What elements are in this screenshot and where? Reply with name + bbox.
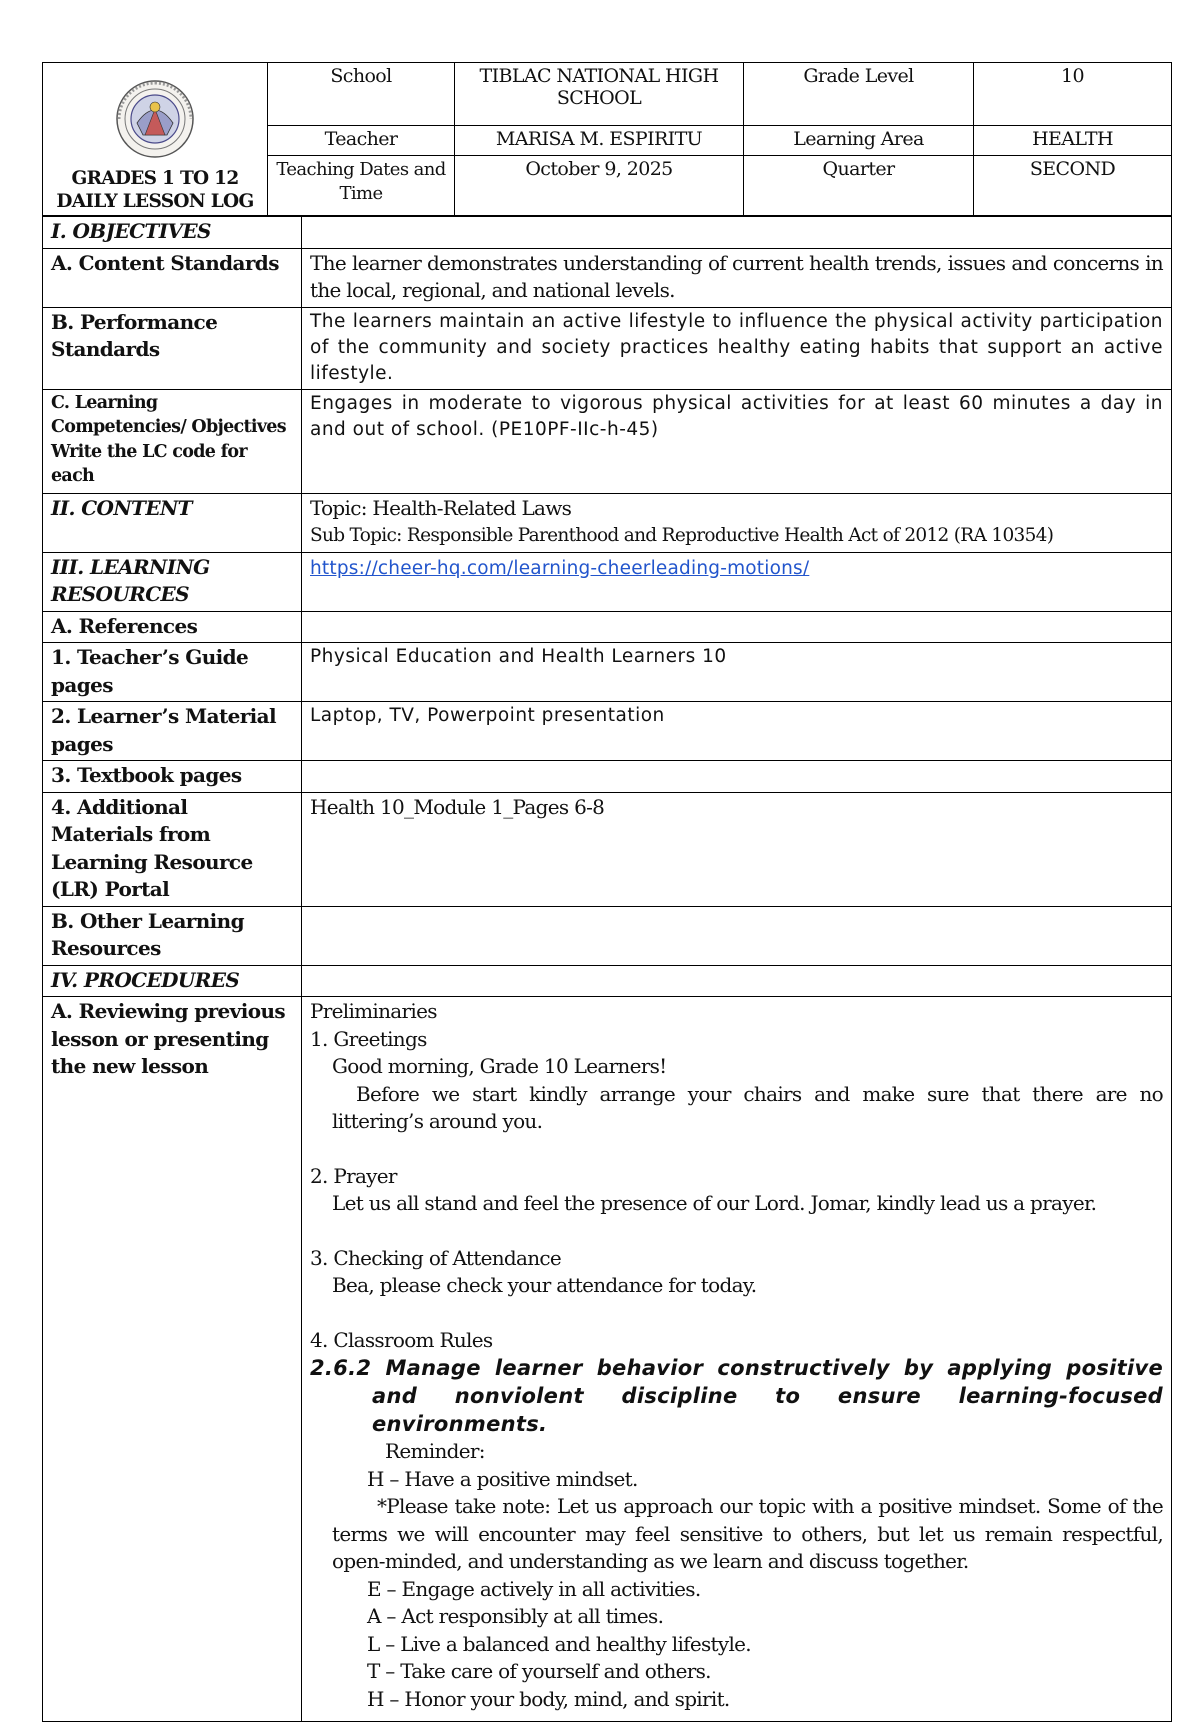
learning-competencies-value: Engages in moderate to vigorous physical activities for at least 60 minutes a day in and out of school. (PE10PF-IIc-h-45) <box>302 389 1172 493</box>
teacher-value: MARISA M. ESPIRITU <box>455 126 744 156</box>
content-value <box>302 493 1172 552</box>
content-standards-label: A. Content Standards <box>43 248 302 307</box>
teaching-dates-value: October 9, 2025 <box>455 156 744 216</box>
other-resources-value <box>302 906 1172 965</box>
learners-material-value: Laptop, TV, Powerpoint presentation <box>302 702 1172 761</box>
positive-mindset-note: *Please take note: Let us approach our topic with a positive mindset. Some of the terms we will encounter may feel sensitive to others, but let us remain respectful, open-minded, and understanding as we learn and discuss together. <box>332 1494 1163 1573</box>
attendance-line: Bea, please check your attendance for today. <box>332 1273 757 1297</box>
prayer-heading: 2. Prayer <box>310 1163 397 1188</box>
preliminaries-text: Preliminaries <box>310 999 437 1023</box>
heal-rule-a: A – Act responsibly at all times. <box>367 1604 664 1628</box>
learning-resources-value <box>302 552 1172 611</box>
objectives-heading-value <box>302 217 1172 249</box>
teachers-guide-value: Physical Education and Health Learners 10 <box>302 643 1172 702</box>
greetings-heading: 1. Greetings <box>310 1026 427 1051</box>
learning-area-label: Learning Area <box>744 126 974 156</box>
ppst-indicator-text: 2.6.2 Manage learner behavior constructively by applying positive and nonviolent discipline to ensure learning-focused environments. <box>310 1356 1163 1436</box>
learning-resources-heading: III. LEARNING RESOURCES <box>43 552 302 611</box>
grade-level-label: Grade Level <box>744 63 974 126</box>
subtopic-text: Sub Topic: Responsible Parenthood and Reproductive Health Act of 2012 (RA 10354) <box>310 525 1054 546</box>
additional-materials-value: Health 10_Module 1_Pages 6-8 <box>302 792 1172 906</box>
content-heading: II. CONTENT <box>43 493 302 552</box>
heal-rule-t: T – Take care of yourself and others. <box>367 1659 711 1683</box>
reviewing-lesson-label: A. Reviewing previous lesson or presenting the new lesson <box>43 997 302 1722</box>
teachers-guide-label: 1. Teacher’s Guide pages <box>43 643 302 702</box>
heal-rule-l: L – Live a balanced and healthy lifestyle. <box>367 1631 751 1656</box>
classroom-rules-heading: 4. Classroom Rules <box>310 1327 493 1352</box>
learners-material-label: 2. Learner’s Material pages <box>43 702 302 761</box>
dll-title: GRADES 1 TO 12 DAILY LESSON LOG <box>56 168 254 212</box>
teacher-label: Teacher <box>268 126 455 156</box>
school-value: TIBLAC NATIONAL HIGH SCHOOL <box>455 63 744 126</box>
topic-text: Topic: Health-Related Laws <box>310 495 572 520</box>
resource-link[interactable]: https://cheer-hq.com/learning-cheerleading-motions/ <box>310 557 810 579</box>
additional-materials-label: 4. Additional Materials from Learning Resource (LR) Portal <box>43 792 302 906</box>
other-resources-label: B. Other Learning Resources <box>43 906 302 965</box>
header-table <box>42 62 1172 216</box>
greeting-line: Good morning, Grade 10 Learners! <box>332 1054 667 1078</box>
reviewing-lesson-value <box>302 997 1172 1722</box>
grade-level-value: 10 <box>974 63 1172 126</box>
heal-rule-e: E – Engage actively in all activities. <box>367 1576 701 1601</box>
logo-title-cell <box>43 63 268 216</box>
performance-standards-label: B. Performance Standards <box>43 307 302 389</box>
references-label: A. References <box>43 611 302 643</box>
heal-rule-h2: H – Honor your body, mind, and spirit. <box>367 1686 730 1711</box>
textbook-pages-label: 3. Textbook pages <box>43 761 302 793</box>
deped-seal-icon <box>115 79 195 159</box>
objectives-heading: I. OBJECTIVES <box>43 217 302 249</box>
procedures-heading: IV. PROCEDURES <box>43 965 302 997</box>
attendance-heading: 3. Checking of Attendance <box>310 1245 562 1270</box>
lesson-log-table <box>42 216 1172 1722</box>
learning-area-value: HEALTH <box>974 126 1172 156</box>
performance-standards-value: The learners maintain an active lifestyle to influence the physical activity participation of the community and society practices healthy eating habits that support an active lifestyle. <box>302 307 1172 389</box>
teaching-dates-label: Teaching Dates and Time <box>268 156 455 216</box>
school-label: School <box>268 63 455 126</box>
prayer-line: Let us all stand and feel the presence of our Lord. Jomar, kindly lead us a prayer. <box>332 1191 1097 1215</box>
quarter-label: Quarter <box>744 156 974 216</box>
content-standards-value: The learner demonstrates understanding of current health trends, issues and concerns in the local, regional, and national levels. <box>302 248 1172 307</box>
greeting-instruction: Before we start kindly arrange your chairs and make sure that there are no littering’s around you. <box>332 1081 1163 1133</box>
textbook-pages-value <box>302 761 1172 793</box>
learning-competencies-label: C. Learning Competencies/ Objectives Write the LC code for each <box>43 389 302 493</box>
references-value <box>302 611 1172 643</box>
heal-rule-h1: H – Have a positive mindset. <box>367 1466 638 1491</box>
quarter-value: SECOND <box>974 156 1172 216</box>
procedures-heading-value <box>302 965 1172 997</box>
reminder-text: Reminder: <box>385 1439 485 1463</box>
